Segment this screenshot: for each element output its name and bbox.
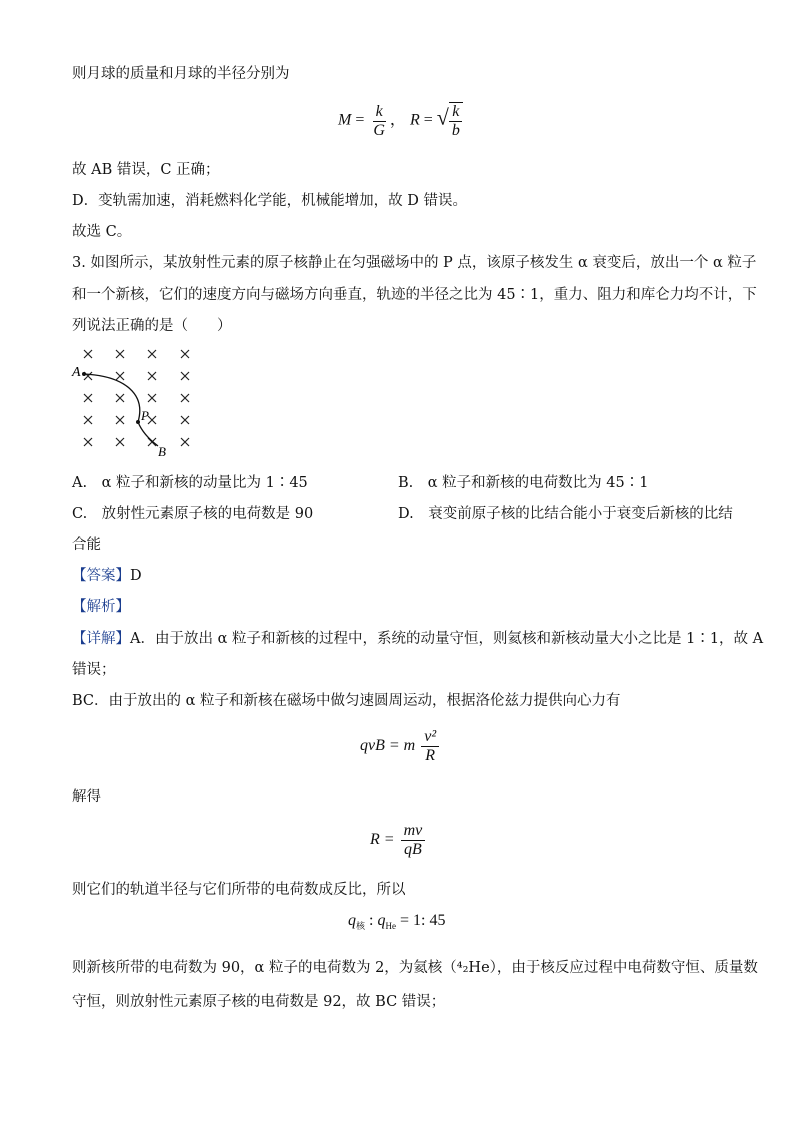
option-d-continued: 合能 [72,537,101,553]
formula-r-num: k [449,103,462,122]
answer-line [72,566,142,586]
detail-a-text: A．由于放出 α 粒子和新核的过程中，系统的动量守恒，则氦核和新核动量大小之比是 1∶1，故 A [130,631,764,647]
eq1-fraction [421,728,439,765]
choose-c: 故选 C。 [72,224,132,240]
charge-line-1: 则新核所带的电荷数为 90，α 粒子的电荷数为 2，为氦核（⁴₂He），由于核反应过程中电荷数守恒、质量数 [72,960,758,976]
d-conclusion: D．变轨需加速，消耗燃料化学能，机械能增加，故 D 错误。 [72,193,467,209]
eq1-den: R [425,747,436,764]
option-a: A. α 粒子和新核的动量比为 1∶45 [72,475,308,491]
formula-r-den: b [451,122,460,139]
answer-label: 【答案】 [72,568,130,584]
ab-conclusion: 故 AB 错误，C 正确； [72,162,220,178]
eq2-num: mv [401,822,426,841]
eq3-sub1: 核 [356,921,366,931]
inverse-line: 则它们的轨道半径与它们所带的电荷数成反比，所以 [72,882,406,898]
eq1-num: v² [421,728,439,747]
eq3-q2: q [377,912,386,929]
detail-line-1 [72,629,763,649]
question-line-3: 列说法正确的是（ ） [72,318,232,334]
formula-m-den: G [373,121,385,139]
label-b: B [158,444,166,459]
point-a-dot [82,372,86,376]
eq3-q1: q [348,912,356,929]
charge-line-2: 守恒，则放射性元素原子核的电荷数是 92，故 BC 错误； [72,994,446,1010]
option-d: D. 衰变前原子核的比结合能小于衰变后新核的比结 [398,506,733,522]
formula-m-num: k [373,103,386,122]
question-line-1: 3. 如图所示，某放射性元素的原子核静止在匀强磁场中的 P 点，该原子核发生 α 衰变后，放出一个 α 粒子 [72,255,757,271]
formula-r-lhs: R [409,111,420,129]
sqrt-symbol: √ [436,104,449,130]
magnetic-field-figure [66,340,206,462]
formula-m-lhs: M [338,111,352,129]
solve-label: 解得 [72,789,101,805]
label-p: P [141,408,149,423]
eq2-fraction [401,822,426,859]
equation-lorentz [360,728,441,765]
label-a: A [72,365,81,380]
eq3-sep: : [365,912,378,929]
formula-mass-radius: M = $\frac{k}{G}$ ， R = √ $\frac{k}{b}$ [338,102,465,140]
formula-m-fraction [370,103,388,140]
option-c: C. 放射性元素原子核的电荷数是 90 [72,506,314,522]
equation-radius [370,822,427,859]
equation-charge-ratio [348,912,445,932]
analysis-label: 【解析】 [72,599,130,615]
eq2-lhs: R = [370,831,395,849]
point-p-dot [136,420,140,424]
eq2-den: qB [404,841,422,858]
question-line-2: 和一个新核，它们的速度方向与磁场方向垂直，轨迹的半径之比为 45∶1，重力、阻力和库仑力均不计，下 [72,287,757,303]
eq3-sub2: He [385,921,396,931]
formula-sep: ， [389,111,406,129]
eq1-lhs: qvB = m [360,737,416,755]
detail-line-2: 错误； [72,662,116,678]
detail-label: 【详解】 [72,631,130,647]
answer-value: D [130,568,142,584]
bc-line: BC．由于放出的 α 粒子和新核在磁场中做匀速圆周运动，根据洛伦兹力提供向心力有 [72,693,621,709]
formula-r-fraction [449,102,463,140]
option-b: B. α 粒子和新核的电荷数比为 45∶1 [398,475,649,491]
eq3-rhs: = 1: 45 [395,912,446,929]
intro-line: 则月球的质量和月球的半径分别为 [72,66,290,82]
analysis-label-line [72,597,130,617]
